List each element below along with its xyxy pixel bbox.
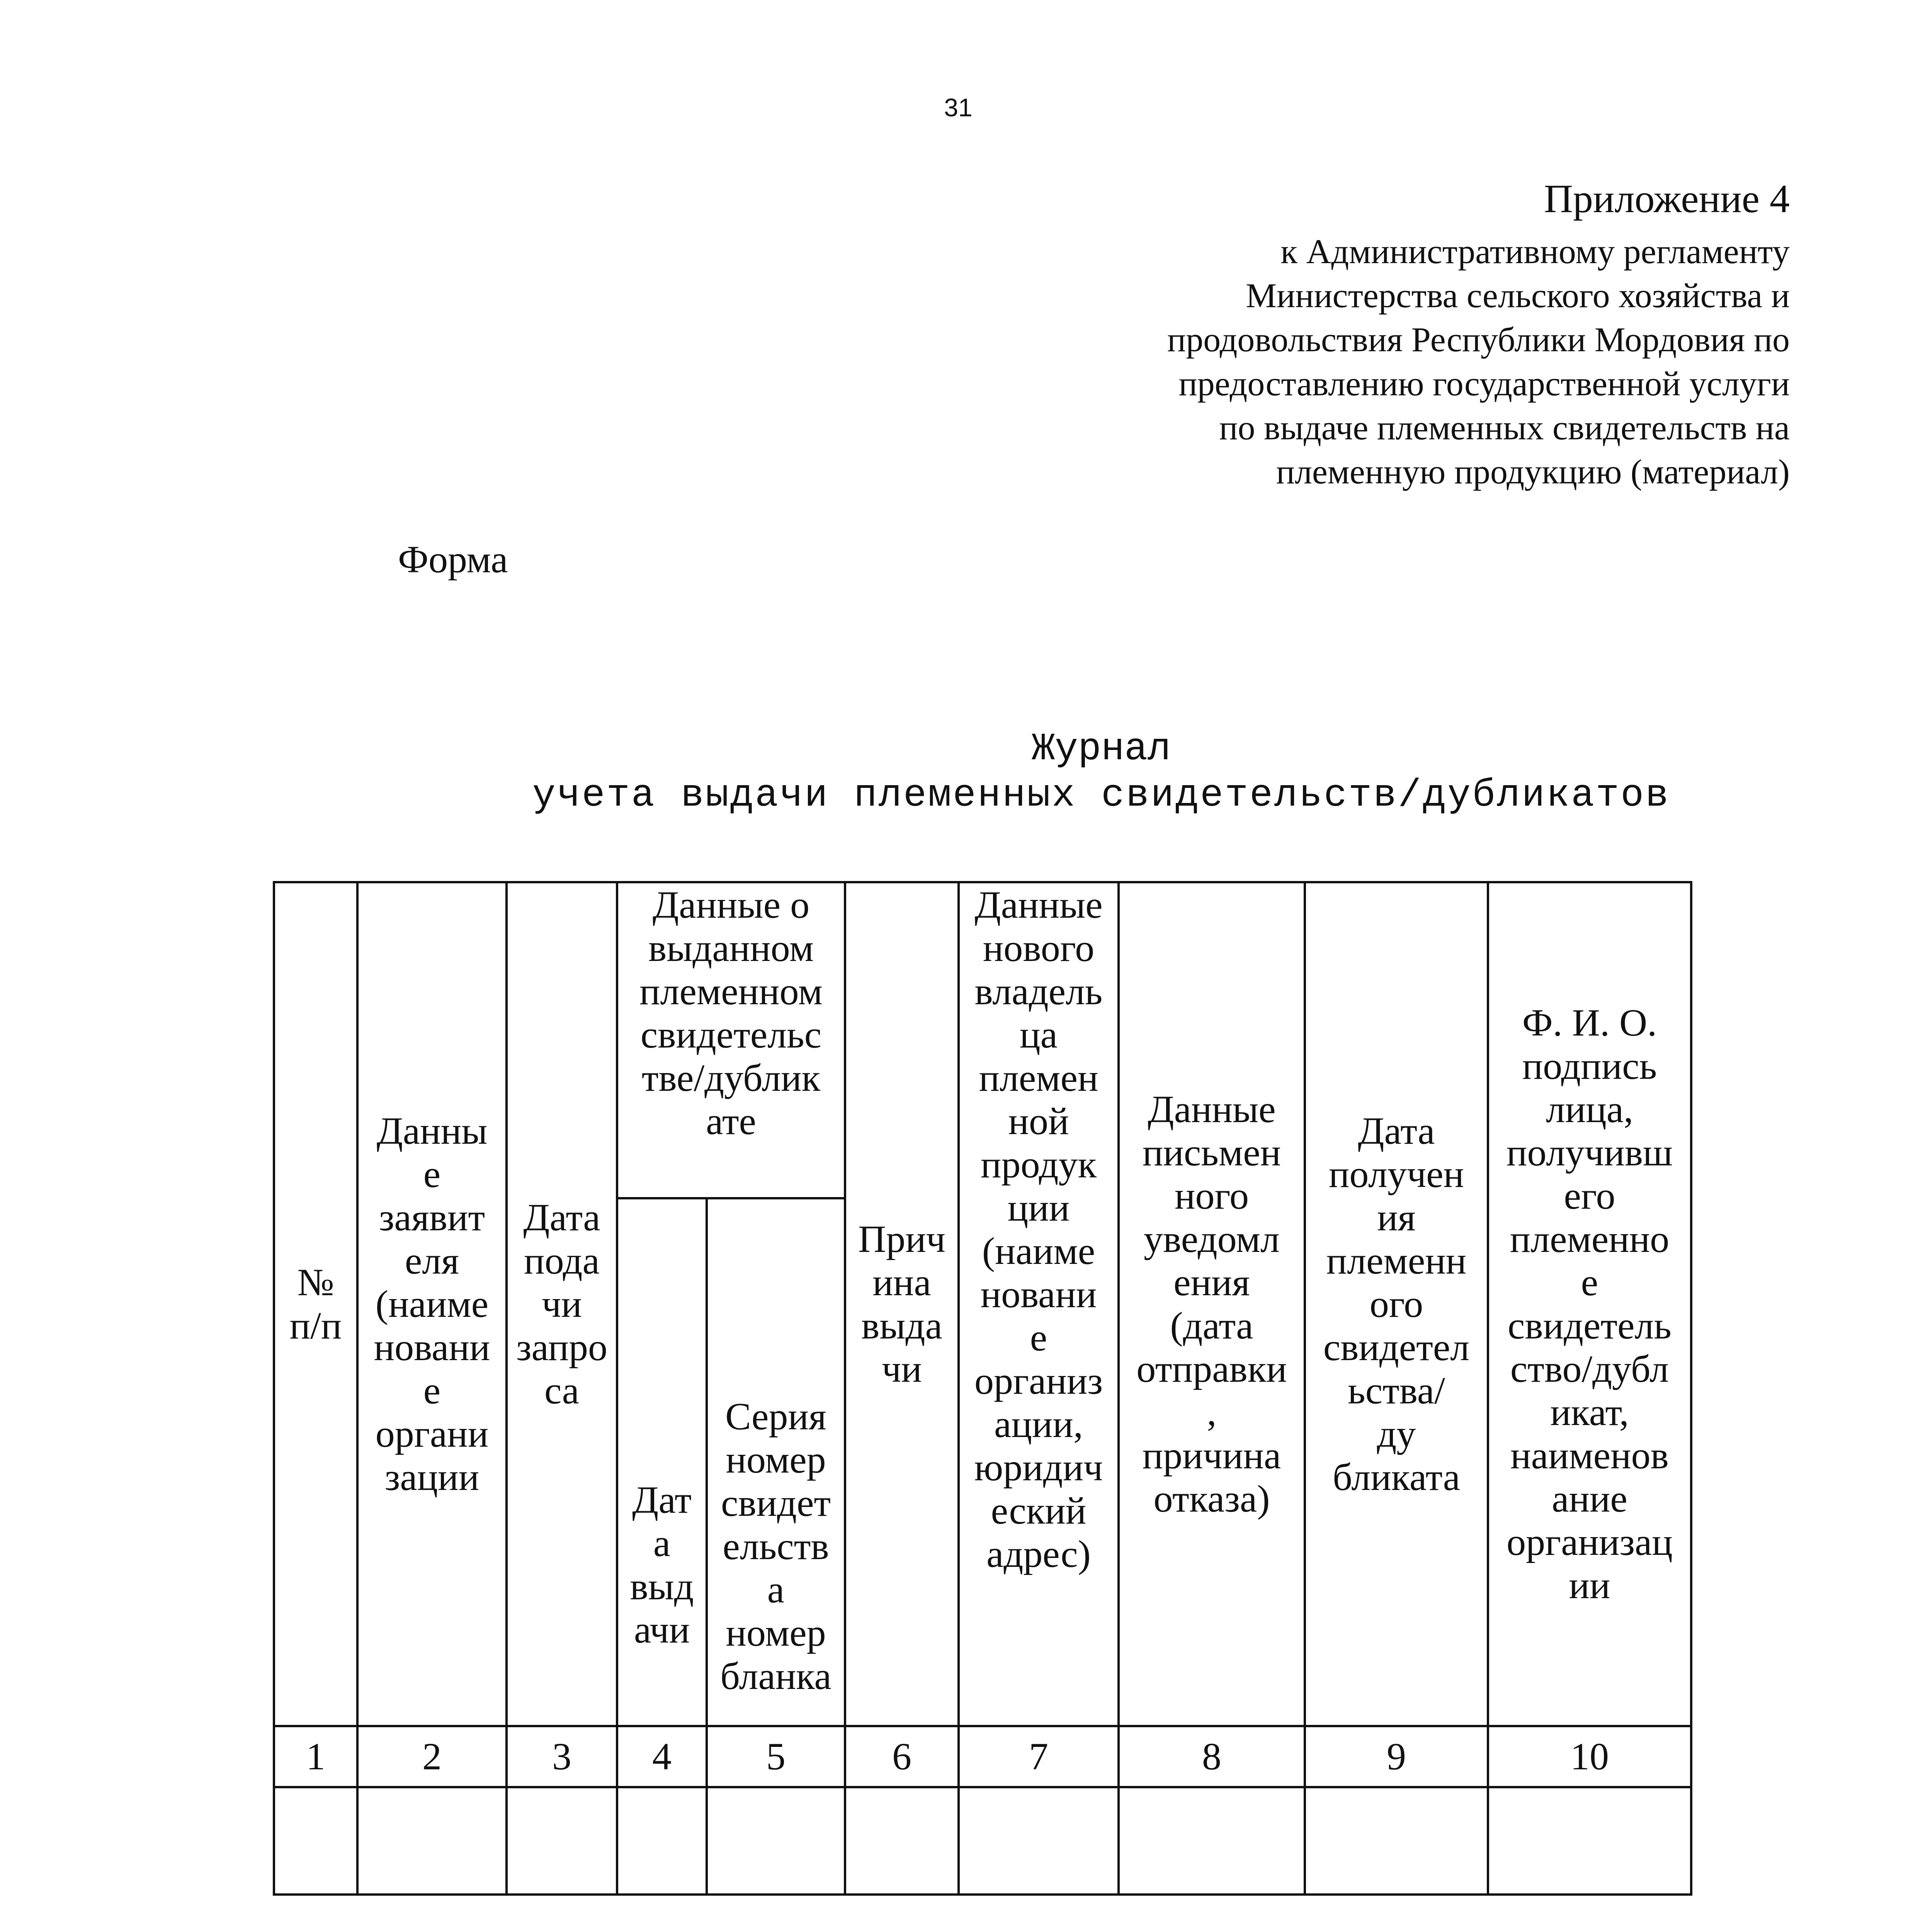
header-text-line: адрес) xyxy=(986,1532,1091,1575)
header-text-line: свидет xyxy=(721,1481,831,1524)
header-text-line: племенно xyxy=(1510,1218,1670,1260)
header-text xyxy=(710,1395,842,1698)
appendix-title: Приложение 4 xyxy=(1544,177,1790,221)
header-text-line: Данные xyxy=(974,883,1103,926)
header-text xyxy=(361,1109,503,1499)
header-cell-2 xyxy=(357,882,507,1726)
header-text-line: номер xyxy=(726,1611,826,1654)
header-group-issued-certificate xyxy=(617,882,845,1198)
header-text-line: запро xyxy=(516,1326,608,1369)
header-text-line: наименов xyxy=(1510,1434,1669,1477)
header-cell-7 xyxy=(959,882,1119,1726)
column-number-row xyxy=(274,1726,1691,1787)
header-text-line: выд xyxy=(630,1565,694,1608)
header-text xyxy=(1308,1109,1484,1499)
header-text-line: уведомл xyxy=(1144,1218,1280,1260)
header-text-line: ия xyxy=(1377,1196,1416,1239)
header-text-line: новани xyxy=(980,1273,1097,1316)
header-cell-1 xyxy=(274,882,357,1726)
blank-entry-row xyxy=(274,1787,1691,1895)
header-text-line: ной xyxy=(1008,1100,1069,1143)
header-text-line: Данные о xyxy=(652,883,810,926)
header-text-line: заявит xyxy=(379,1196,485,1239)
header-text-line: выданном xyxy=(648,927,814,969)
header-text-line: свидетел xyxy=(1323,1326,1470,1369)
header-text-line: ачи xyxy=(634,1608,690,1651)
journal-subtitle: учета выдачи племенных свидетельств/дубликатов xyxy=(532,774,1670,818)
header-text-line: владель xyxy=(974,970,1103,1013)
header-text-line: а xyxy=(767,1568,785,1611)
header-text-line: организ xyxy=(974,1359,1103,1402)
header-text-line: ду xyxy=(1377,1412,1416,1455)
header-text-line: свидетель xyxy=(1508,1304,1671,1347)
header-text-line: , xyxy=(1207,1391,1217,1434)
header-text-line: ание xyxy=(1552,1477,1627,1520)
header-text-line: организац xyxy=(1507,1520,1673,1563)
appendix-subtitle-line: предоставлению государственной услуги xyxy=(1178,365,1790,403)
header-text-line: Дата xyxy=(523,1196,600,1239)
page-number: 31 xyxy=(944,93,973,122)
header-text-line: е xyxy=(1030,1316,1047,1359)
header-text-line: племенн xyxy=(1326,1239,1467,1282)
blank-cell[interactable] xyxy=(845,1787,959,1895)
header-text-line: Серия xyxy=(725,1395,826,1438)
header-text-line: его xyxy=(1564,1174,1615,1217)
header-text-line: Данные xyxy=(1148,1088,1276,1131)
header-text-line: органи xyxy=(375,1412,489,1455)
header-text-line: ии xyxy=(1569,1564,1610,1607)
header-text-line: (наиме xyxy=(982,1230,1095,1272)
column-number: 9 xyxy=(1305,1726,1488,1787)
header-cell-6 xyxy=(845,882,959,1726)
header-cell-3 xyxy=(507,882,617,1726)
header-text-line: Ф. И. О. xyxy=(1522,1001,1657,1044)
header-text-line: бликата xyxy=(1333,1456,1460,1498)
blank-cell[interactable] xyxy=(507,1787,617,1895)
header-text-line: (дата xyxy=(1170,1304,1253,1347)
column-number: 3 xyxy=(507,1726,617,1787)
appendix-subtitle-line: по выдаче племенных свидетельств на xyxy=(1219,409,1790,447)
header-text-line: ения xyxy=(1173,1261,1250,1304)
header-text-line: Дат xyxy=(632,1478,692,1521)
column-number: 10 xyxy=(1488,1726,1691,1787)
header-text-line: ьства/ xyxy=(1348,1369,1445,1412)
blank-cell[interactable] xyxy=(959,1787,1119,1895)
header-text xyxy=(621,1478,703,1651)
header-text xyxy=(621,883,842,1143)
blank-cell[interactable] xyxy=(1119,1787,1305,1895)
column-number: 6 xyxy=(845,1726,959,1787)
blank-cell[interactable] xyxy=(274,1787,357,1895)
header-text-line: ца xyxy=(1020,1013,1058,1056)
header-text-line: пода xyxy=(524,1239,600,1282)
appendix-subtitle xyxy=(862,230,1790,494)
column-number: 2 xyxy=(357,1726,507,1787)
header-text-line: Данны xyxy=(376,1109,488,1152)
header-text-line: нового xyxy=(983,927,1095,969)
header-text-line: племен xyxy=(979,1056,1098,1099)
blank-cell[interactable] xyxy=(707,1787,845,1895)
header-text-line: е xyxy=(1581,1261,1598,1304)
header-text-line: чи xyxy=(882,1347,922,1390)
header-text-line: Дата xyxy=(1358,1109,1435,1152)
header-text-line: письмен xyxy=(1142,1131,1281,1174)
header-text-line: е xyxy=(423,1153,441,1196)
header-text-line: бланка xyxy=(720,1655,831,1697)
header-text-line: чи xyxy=(542,1282,582,1325)
header-text-line: зации xyxy=(384,1456,480,1498)
header-text-line: ина xyxy=(872,1261,931,1304)
header-text-line: продук xyxy=(980,1143,1097,1186)
header-text xyxy=(1122,1088,1301,1520)
header-text-line: племенном xyxy=(639,970,823,1013)
header-text-line: получивш xyxy=(1506,1131,1673,1174)
header-text xyxy=(277,1261,354,1347)
blank-cell[interactable] xyxy=(617,1787,707,1895)
header-text-line: № xyxy=(297,1261,334,1304)
appendix-subtitle-line: к Административному регламенту xyxy=(1280,233,1790,271)
journal-title: Журнал xyxy=(1031,728,1171,771)
header-text xyxy=(962,883,1115,1576)
header-text-line: ельств xyxy=(723,1525,829,1568)
header-text xyxy=(510,1196,614,1412)
header-cell-5 xyxy=(707,1198,845,1726)
appendix-subtitle-line: Министерства сельского хозяйства и xyxy=(1246,277,1790,315)
header-text-line: п/п xyxy=(289,1304,342,1347)
header-text-line: са xyxy=(544,1369,579,1412)
header-text-line: отправки xyxy=(1136,1347,1287,1390)
header-text xyxy=(848,1218,955,1391)
appendix-subtitle-line: племенную продукцию (материал) xyxy=(1276,453,1790,491)
header-text-line: юридич xyxy=(974,1446,1103,1489)
header-text-line: выда xyxy=(861,1304,942,1347)
blank-cell[interactable] xyxy=(1305,1787,1488,1895)
header-text-line: номер xyxy=(726,1438,826,1481)
header-text-line: ате xyxy=(706,1100,756,1143)
header-text-line: ции xyxy=(1007,1186,1070,1229)
blank-cell[interactable] xyxy=(1488,1787,1691,1895)
form-label: Форма xyxy=(398,538,508,581)
header-text-line: ство/дубл xyxy=(1510,1347,1669,1390)
header-text xyxy=(1491,1001,1688,1607)
header-text-line: еля xyxy=(405,1239,459,1282)
header-text-line: лица, xyxy=(1546,1088,1634,1131)
header-text-line: еский xyxy=(991,1489,1087,1532)
header-cell-4 xyxy=(617,1198,707,1726)
header-text-line: тве/дублик xyxy=(641,1056,821,1099)
header-text-line: свидетельс xyxy=(640,1013,822,1056)
header-row xyxy=(274,882,1691,1198)
header-text-line: ного xyxy=(1174,1174,1249,1217)
header-text-line: а xyxy=(653,1522,671,1565)
header-text-line: е xyxy=(423,1369,441,1412)
header-cell-8 xyxy=(1119,882,1305,1726)
column-number: 7 xyxy=(959,1726,1119,1787)
appendix-subtitle-line: продовольствия Республики Мордовия по xyxy=(1167,321,1790,359)
column-number: 8 xyxy=(1119,1726,1305,1787)
header-text-line: получен xyxy=(1328,1153,1464,1196)
journal-table xyxy=(273,881,1692,1896)
header-cell-9 xyxy=(1305,882,1488,1726)
header-text-line: ации, xyxy=(994,1403,1083,1446)
header-text-line: отказа) xyxy=(1153,1477,1270,1520)
column-number: 1 xyxy=(274,1726,357,1787)
header-cell-10 xyxy=(1488,882,1691,1726)
blank-cell[interactable] xyxy=(357,1787,507,1895)
column-number: 4 xyxy=(617,1726,707,1787)
header-text-line: Прич xyxy=(858,1218,946,1260)
header-text-line: подпись xyxy=(1522,1044,1657,1087)
header-text-line: икат, xyxy=(1550,1391,1629,1434)
header-text-line: причина xyxy=(1142,1434,1281,1477)
header-text-line: (наиме xyxy=(375,1282,489,1325)
header-text-line: новани xyxy=(374,1326,490,1369)
journal-title-block xyxy=(0,726,1918,819)
column-number: 5 xyxy=(707,1726,845,1787)
header-text-line: ого xyxy=(1369,1282,1423,1325)
